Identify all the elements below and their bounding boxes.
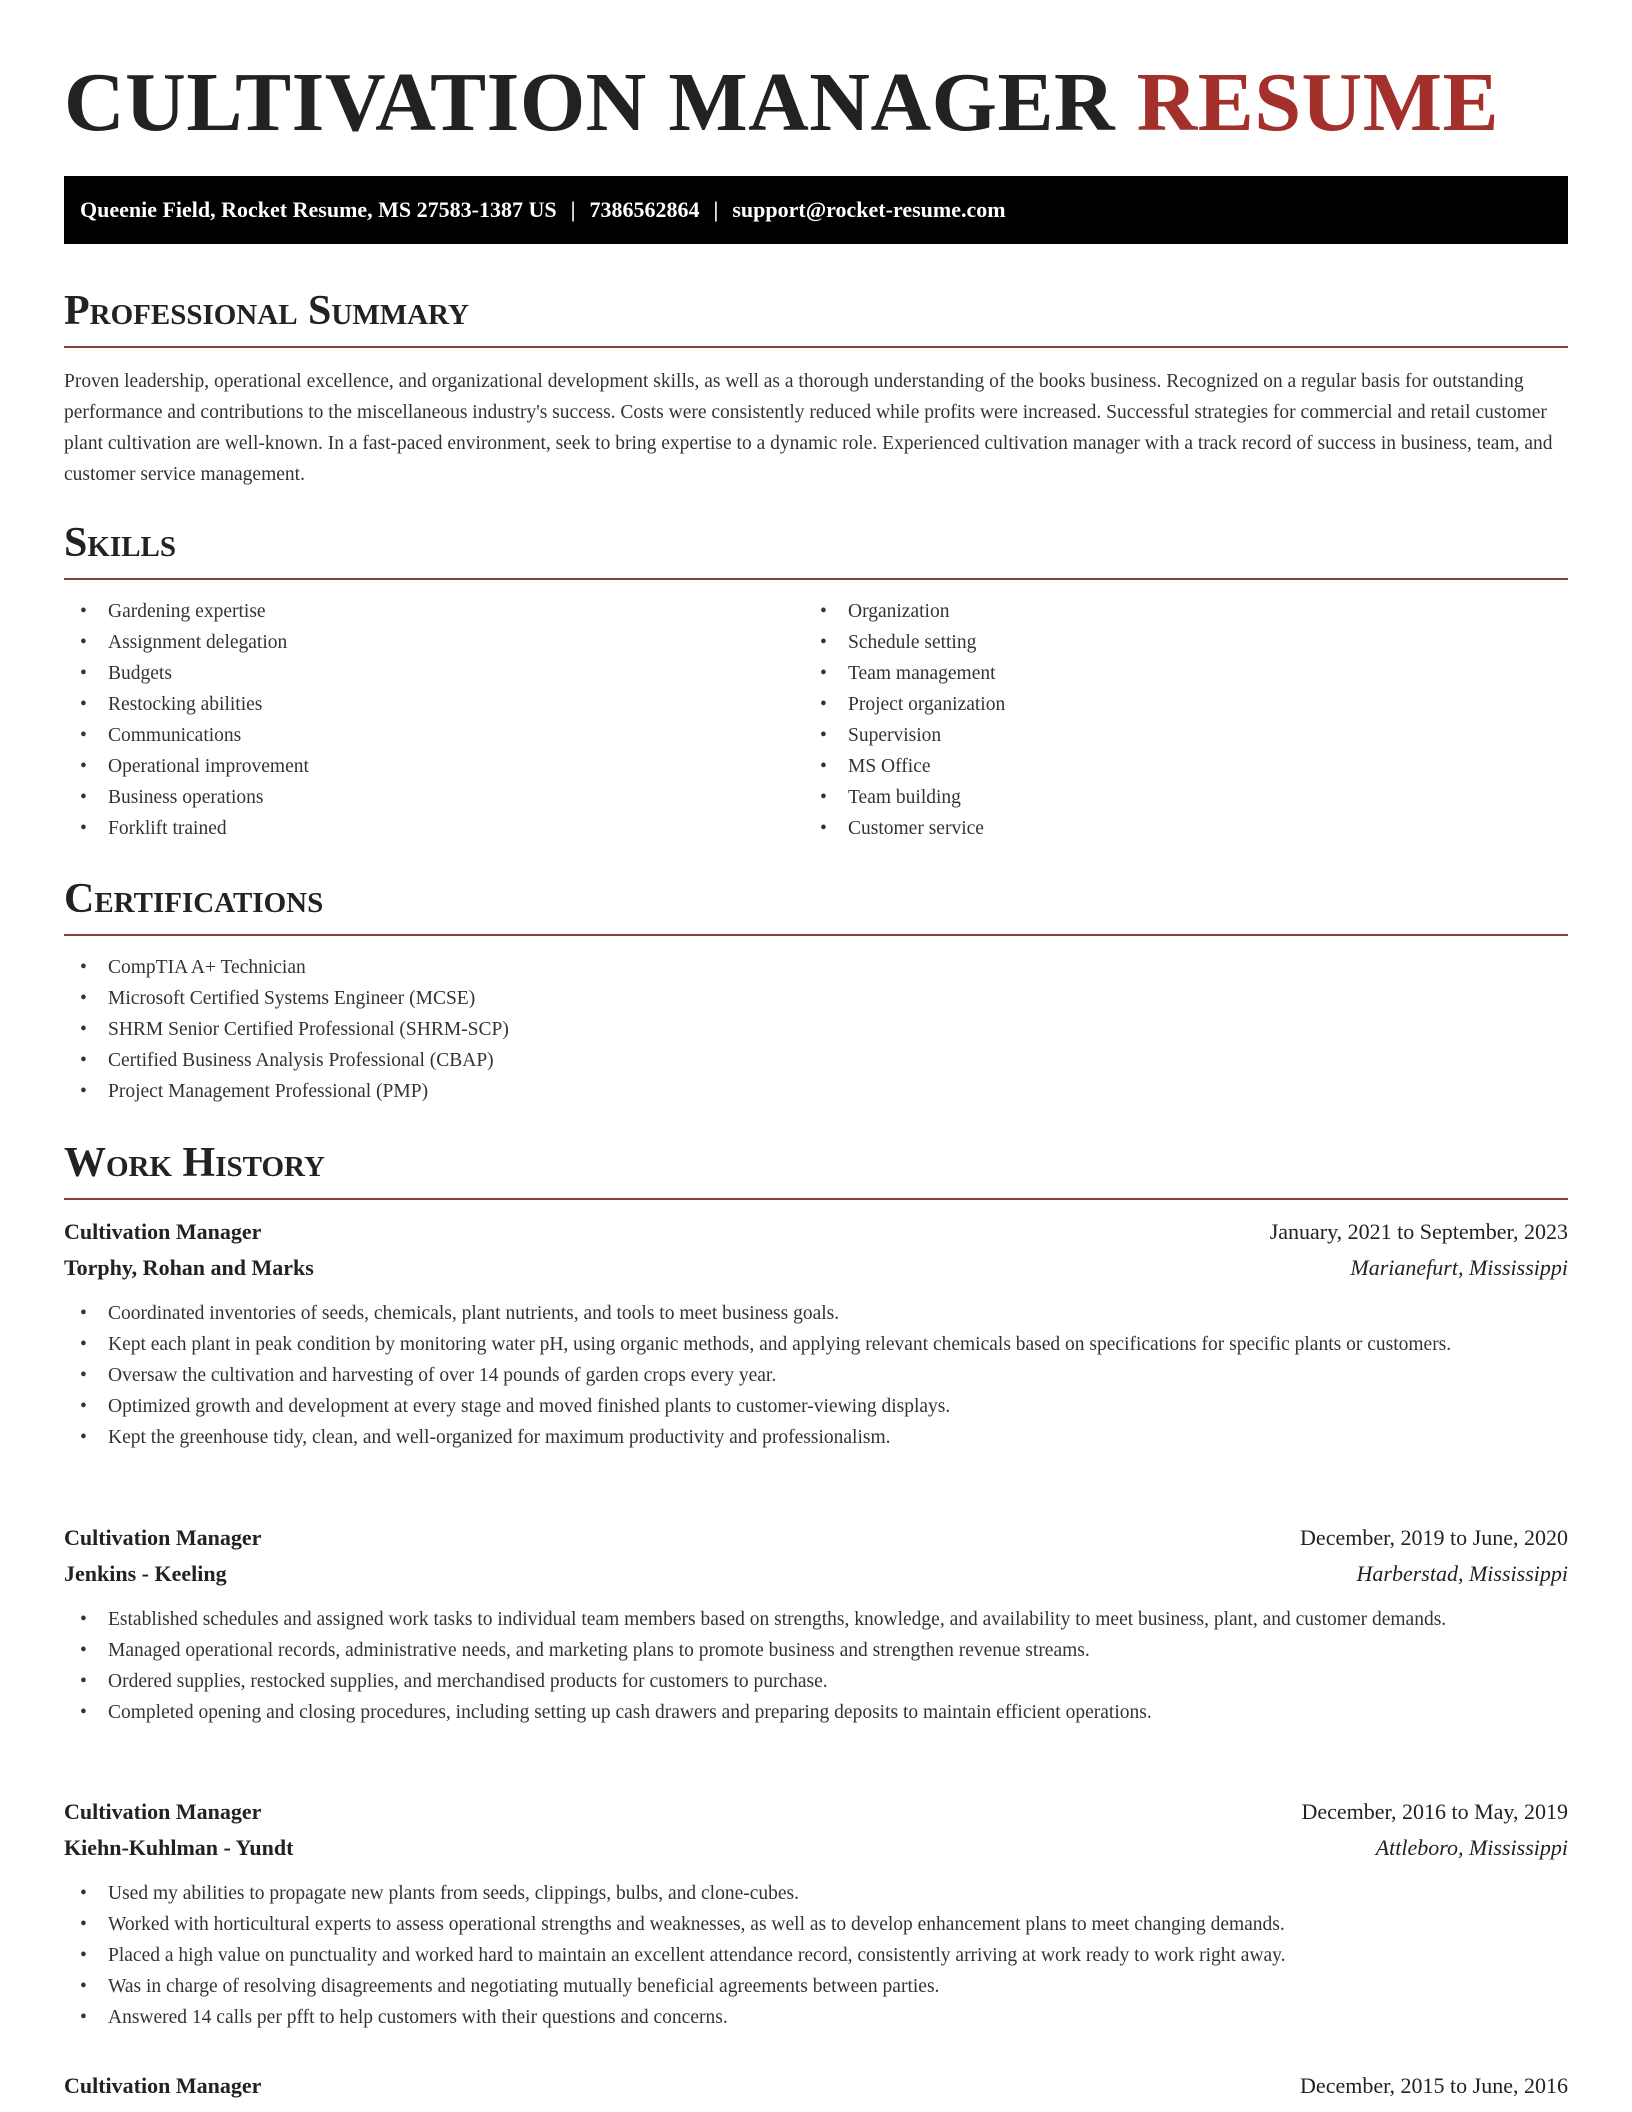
list-item: • Assignment delegation	[64, 627, 804, 658]
section-divider	[64, 934, 1568, 936]
list-item: • Restocking abilities	[64, 689, 804, 720]
job-role: Cultivation Manager	[64, 1219, 262, 1244]
list-item: • Gardening expertise	[64, 596, 804, 627]
list-item: • Project Management Professional (PMP)	[64, 1076, 1568, 1107]
job-entry	[64, 1794, 1568, 2033]
certifications-list	[64, 952, 1568, 1107]
list-item: • Business operations	[64, 782, 804, 813]
list-item: • Communications	[64, 720, 804, 751]
skills-section	[64, 518, 1568, 844]
work-section	[64, 1138, 1568, 1200]
job-dates: December, 2019 to June, 2020	[1300, 1525, 1568, 1550]
title-main: CULTIVATION MANAGER	[64, 56, 1116, 149]
job-company-row	[64, 1556, 1568, 1592]
summary-text: Proven leadership, operational excellence, and organizational development skills, as well as a thorough understanding of the books business. Recognized on a regular basis for outstanding performance and contributions to the miscellaneous industry's success. Costs were consistently reduced while profits were increased. Successful strategies for commercial and retail customer plant cultivation are well-known. In a fast-paced environment, seek to bring expertise to a dynamic role. Experienced cultivation manager with a track record of success in business, team, and customer service management.	[64, 371, 1553, 485]
contact-phone: 7386562864	[589, 197, 700, 222]
section-divider	[64, 1198, 1568, 1200]
job-dates: December, 2016 to May, 2019	[1301, 1799, 1568, 1824]
list-item: • Answered 14 calls per pfft to help customers with their questions and concerns.	[64, 2002, 1568, 2033]
job-header-row	[64, 1794, 1568, 1830]
section-divider	[64, 346, 1568, 348]
list-item: • CompTIA A+ Technician	[64, 952, 1568, 983]
resume-title	[64, 58, 1499, 148]
summary-heading: Professional Summary	[64, 288, 469, 334]
job-bullets	[64, 1878, 1568, 2033]
job-location: Harberstad, Mississippi	[1356, 1561, 1568, 1586]
list-item: • Certified Business Analysis Professional (CBAP)	[64, 1045, 1568, 1076]
job-role: Cultivation Manager	[64, 1799, 262, 1824]
list-item: • Kept each plant in peak condition by monitoring water pH, using organic methods, and applying relevant chemicals based on specifications for specific plants or customers.	[64, 1329, 1568, 1360]
job-header-row	[64, 1520, 1568, 1556]
list-item: • Team management	[804, 658, 1544, 689]
job-entry	[64, 1520, 1568, 1728]
skills-list-right	[804, 596, 1544, 844]
list-item: • Ordered supplies, restocked supplies, and merchandised products for customers to purchase.	[64, 1666, 1568, 1697]
list-item: • Kept the greenhouse tidy, clean, and well-organized for maximum productivity and professionalism.	[64, 1422, 1568, 1453]
list-item: • Schedule setting	[804, 627, 1544, 658]
list-item: • Completed opening and closing procedures, including setting up cash drawers and preparing deposits to maintain efficient operations.	[64, 1697, 1568, 1728]
job-entry	[64, 1214, 1568, 1453]
job-company: Jenkins - Keeling	[64, 1561, 227, 1586]
job-role: Cultivation Manager	[64, 1525, 262, 1550]
job-location: Attleboro, Mississippi	[1375, 1835, 1568, 1860]
list-item: • Team building	[804, 782, 1544, 813]
certifications-section	[64, 874, 1568, 1107]
list-item: • SHRM Senior Certified Professional (SHRM-SCP)	[64, 1014, 1568, 1045]
list-item: • Organization	[804, 596, 1544, 627]
list-item: • Microsoft Certified Systems Engineer (MCSE)	[64, 983, 1568, 1014]
list-item: • Placed a high value on punctuality and worked hard to maintain an excellent attendance record, consistently arriving at work ready to work right away.	[64, 1940, 1568, 1971]
job-bullets	[64, 1604, 1568, 1728]
list-item: • MS Office	[804, 751, 1544, 782]
title-accent: RESUME	[1136, 56, 1500, 149]
list-item: • Optimized growth and development at every stage and moved finished plants to customer-viewing displays.	[64, 1391, 1568, 1422]
list-item: • Customer service	[804, 813, 1544, 844]
job-role: Cultivation Manager	[64, 2073, 262, 2098]
list-item: • Managed operational records, administrative needs, and marketing plans to promote business and strengthen revenue streams.	[64, 1635, 1568, 1666]
list-item: • Budgets	[64, 658, 804, 689]
list-item: • Used my abilities to propagate new plants from seeds, clippings, bulbs, and clone-cubes.	[64, 1878, 1568, 1909]
skills-list-left	[64, 596, 804, 844]
contact-separator: |	[713, 197, 719, 222]
job-company: Torphy, Rohan and Marks	[64, 1255, 314, 1280]
contact-email: support@rocket-resume.com	[732, 197, 1006, 222]
job-company: Kiehn-Kuhlman - Yundt	[64, 1835, 294, 1860]
skills-columns	[64, 580, 1568, 844]
work-heading: Work History	[64, 1140, 325, 1186]
job-header-row	[64, 2068, 1568, 2104]
summary-section	[64, 286, 1568, 490]
skills-heading: Skills	[64, 520, 177, 566]
job-dates: December, 2015 to June, 2016	[1300, 2073, 1568, 2098]
list-item: • Established schedules and assigned work tasks to individual team members based on strengths, knowledge, and availability to meet business, plant, and customer demands.	[64, 1604, 1568, 1635]
list-item: • Worked with horticultural experts to assess operational strengths and weaknesses, as well as to develop enhancement plans to meet changing demands.	[64, 1909, 1568, 1940]
contact-separator: |	[570, 197, 576, 222]
job-dates: January, 2021 to September, 2023	[1269, 1219, 1568, 1244]
job-location: Marianefurt, Mississippi	[1350, 1255, 1568, 1280]
job-company-row	[64, 1830, 1568, 1866]
list-item: • Project organization	[804, 689, 1544, 720]
list-item: • Was in charge of resolving disagreements and negotiating mutually beneficial agreements between parties.	[64, 1971, 1568, 2002]
list-item: • Coordinated inventories of seeds, chemicals, plant nutrients, and tools to meet business goals.	[64, 1298, 1568, 1329]
contact-address: Queenie Field, Rocket Resume, MS 27583-1387 US	[80, 197, 557, 222]
list-item: • Supervision	[804, 720, 1544, 751]
list-item: • Oversaw the cultivation and harvesting of over 14 pounds of garden crops every year.	[64, 1360, 1568, 1391]
list-item: • Forklift trained	[64, 813, 804, 844]
list-item: • Operational improvement	[64, 751, 804, 782]
job-header-row	[64, 1214, 1568, 1250]
contact-bar	[64, 176, 1568, 244]
job-company-row	[64, 1250, 1568, 1286]
job-entry	[64, 2068, 1568, 2104]
certifications-heading: Certifications	[64, 876, 324, 922]
job-bullets	[64, 1298, 1568, 1453]
